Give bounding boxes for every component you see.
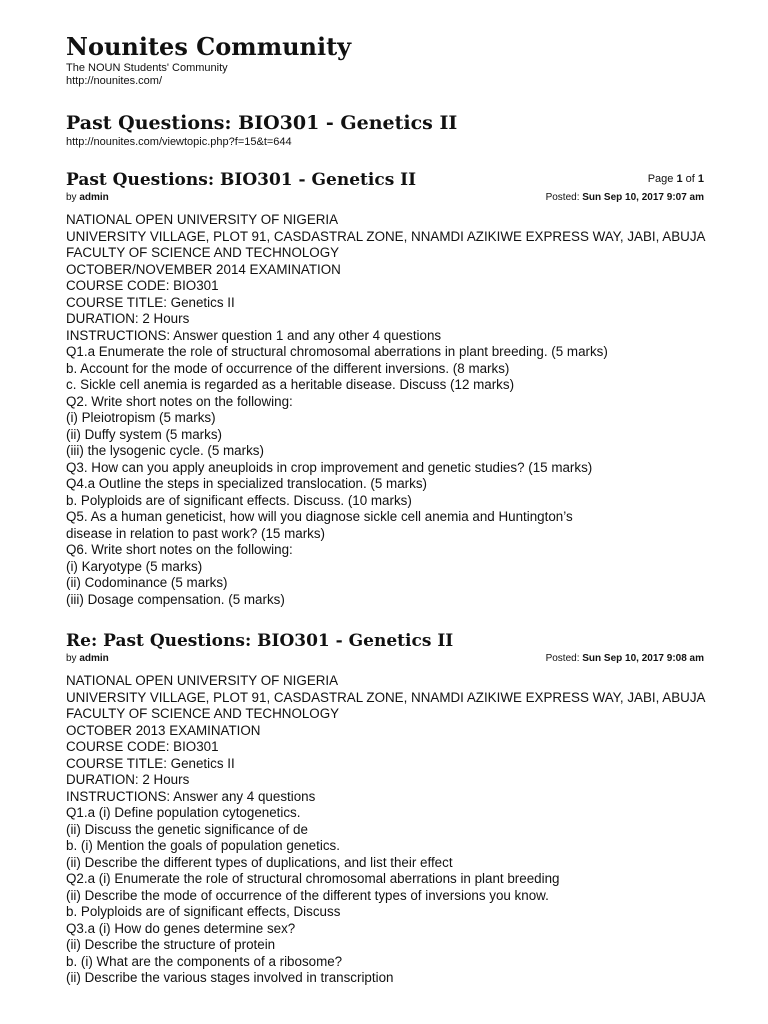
- body-line: FACULTY OF SCIENCE AND TECHNOLOGY: [66, 245, 340, 260]
- body-line: Q2. Write short notes on the following:: [66, 393, 293, 409]
- body-line: b. Polyploids are of significant effects. Discuss. (10 marks): [66, 492, 412, 508]
- page-current: 1: [676, 173, 683, 185]
- body-line: Q3.a (i) How do genes determine sex?: [66, 920, 296, 936]
- body-line: (iii) Dosage compensation. (5 marks): [66, 591, 285, 607]
- body-line: (ii) Describe the structure of protein: [66, 937, 276, 952]
- body-line: DURATION: 2 Hours: [66, 772, 190, 787]
- page-of: of: [682, 173, 698, 185]
- body-line: COURSE TITLE: Genetics II: [66, 755, 235, 771]
- body-line: (ii) Discuss the genetic significance of de: [66, 821, 308, 837]
- body-line: Q6. Write short notes on the following:: [66, 542, 293, 557]
- body-line: UNIVERSITY VILLAGE, PLOT 91, CASDASTRAL ZONE, NNAMDI AZIKIWE EXPRESS WAY, JABI, ABUJA: [66, 689, 706, 705]
- by-label: by: [66, 192, 80, 203]
- body-line: INSTRUCTIONS: Answer any 4 questions: [66, 788, 316, 804]
- body-line: b. (i) Mention the goals of population genetics.: [66, 838, 340, 853]
- body-line: (ii) Describe the different types of duplications, and list their effect: [66, 854, 453, 870]
- body-line: (i) Pleiotropism (5 marks): [66, 410, 216, 425]
- post-title: Past Questions: BIO301 - Genetics II: [66, 170, 417, 190]
- body-line: INSTRUCTIONS: Answer question 1 and any other 4 questions: [66, 327, 442, 343]
- body-line: (i) Karyotype (5 marks): [66, 558, 203, 574]
- body-line: Q1.a Enumerate the role of structural chromosomal aberrations in plant breeding. (5 marks): [66, 344, 608, 359]
- page-indicator: [648, 173, 704, 185]
- body-line: Q5. As a human geneticist, how will you diagnose sickle cell anemia and Huntington’s: [66, 509, 573, 524]
- body-line: b. Polyploids are of significant effects, Discuss: [66, 904, 341, 919]
- author-name: admin: [79, 653, 109, 664]
- post-header: [66, 630, 704, 652]
- site-title: Nounites Community: [66, 32, 352, 61]
- body-line: Q1.a (i) Define population cytogenetics.: [66, 805, 301, 820]
- body-line: Q4.a Outline the steps in specialized translocation. (5 marks): [66, 476, 427, 491]
- body-line: c. Sickle cell anemia is regarded as a heritable disease. Discuss (12 marks): [66, 377, 515, 392]
- by-label: by: [66, 653, 80, 664]
- body-line: (ii) Describe the various stages involved in transcription: [66, 970, 394, 985]
- body-line: COURSE CODE: BIO301: [66, 739, 219, 754]
- posted-date: Sun Sep 10, 2017 9:08 am: [582, 653, 704, 664]
- site-tagline: The NOUN Students' Community: [66, 62, 228, 74]
- site-url: http://nounites.com/: [66, 75, 162, 87]
- posted-date: Sun Sep 10, 2017 9:07 am: [582, 192, 704, 203]
- topic-url: http://nounites.com/viewtopic.php?f=15&t=644: [66, 136, 292, 148]
- body-line: Q3. How can you apply aneuploids in crop improvement and genetic studies? (15 marks): [66, 459, 593, 475]
- body-line: NATIONAL OPEN UNIVERSITY OF NIGERIA: [66, 673, 339, 688]
- page-prefix: Page: [647, 173, 677, 185]
- posted-label: Posted:: [545, 192, 583, 203]
- post-author: [66, 192, 109, 204]
- body-line: OCTOBER 2013 EXAMINATION: [66, 722, 261, 738]
- post-date: [546, 192, 704, 204]
- body-line: FACULTY OF SCIENCE AND TECHNOLOGY: [66, 706, 340, 721]
- post-meta: [66, 192, 704, 204]
- body-line: (ii) Duffy system (5 marks): [66, 426, 222, 442]
- post-2: [66, 630, 704, 987]
- body-line: Q2.a (i) Enumerate the role of structural chromosomal aberrations in plant breeding: [66, 871, 560, 886]
- post-body: [66, 212, 704, 608]
- body-line: (ii) Codominance (5 marks): [66, 575, 228, 590]
- topic-title: Past Questions: BIO301 - Genetics II: [66, 112, 458, 134]
- post-meta: [66, 653, 704, 665]
- body-line: DURATION: 2 Hours: [66, 311, 190, 326]
- body-line: COURSE CODE: BIO301: [66, 278, 219, 293]
- body-line: b. (i) What are the components of a ribosome?: [66, 953, 343, 969]
- body-line: UNIVERSITY VILLAGE, PLOT 91, CASDASTRAL ZONE, NNAMDI AZIKIWE EXPRESS WAY, JABI, ABUJA: [66, 228, 706, 244]
- page-total: 1: [697, 173, 704, 185]
- post-date: [546, 653, 704, 665]
- author-name: admin: [79, 192, 109, 203]
- body-line: COURSE TITLE: Genetics II: [66, 294, 235, 310]
- post-author: [66, 653, 109, 665]
- posted-label: Posted:: [545, 653, 583, 664]
- post-body: [66, 673, 704, 987]
- post-1: [66, 169, 704, 608]
- body-line: OCTOBER/NOVEMBER 2014 EXAMINATION: [66, 261, 341, 277]
- body-line: b. Account for the mode of occurrence of the different inversions. (8 marks): [66, 360, 510, 376]
- body-line: disease in relation to past work? (15 marks): [66, 525, 325, 541]
- body-line: NATIONAL OPEN UNIVERSITY OF NIGERIA: [66, 212, 339, 227]
- post-header: [66, 169, 704, 191]
- post-title: Re: Past Questions: BIO301 - Genetics II: [66, 631, 454, 651]
- body-line: (ii) Describe the mode of occurrence of the different types of inversions you know.: [66, 887, 549, 903]
- body-line: (iii) the lysogenic cycle. (5 marks): [66, 443, 264, 458]
